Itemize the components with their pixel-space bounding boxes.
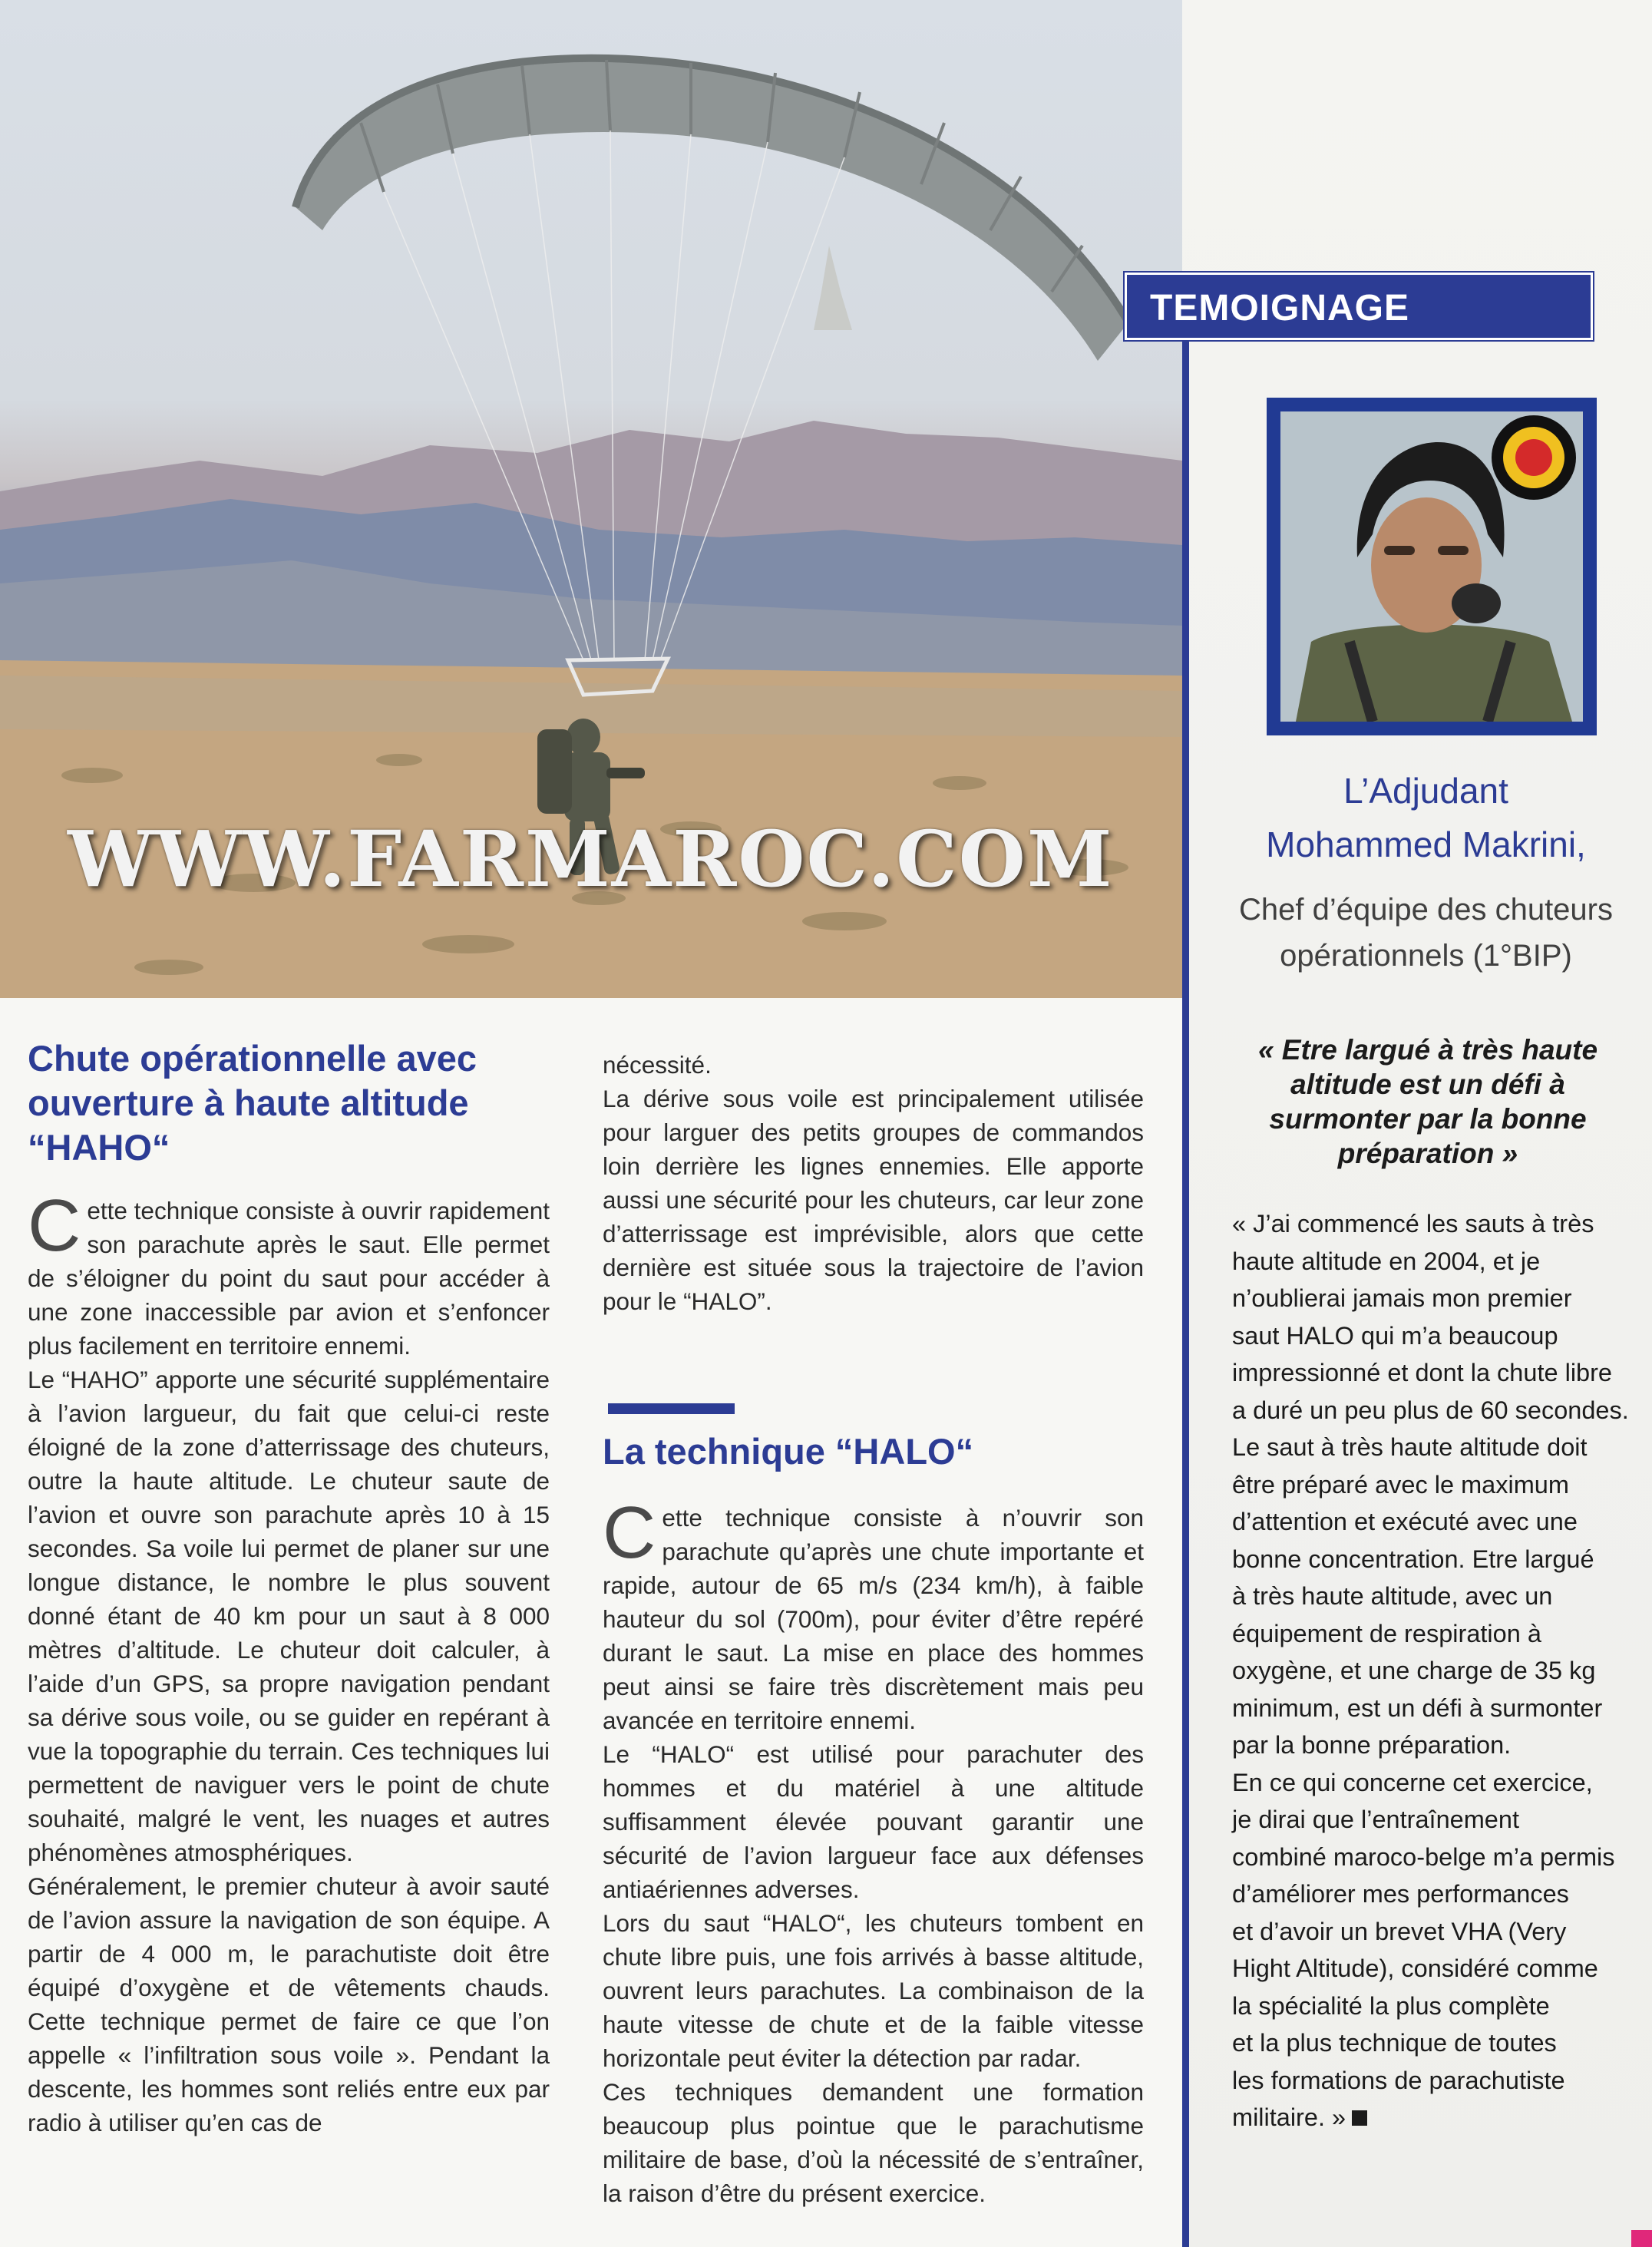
testimony-line-text: militaire. » (1232, 2103, 1346, 2131)
continuation-paragraph: La dérive sous voile est principalement utilisée pour larguer des petits groupes de commandos loin derrière les lignes ennemies. Elle apporte aussi une sécurité pour les chuteurs, car leur zone d’atterrissage est imprévisible, alors que cette dernière est située sous la trajectoire de l’avion pour le “HALO”. (603, 1085, 1144, 1315)
section-b-paragraph (603, 1492, 1144, 1737)
section-b-heading: La technique “HALO“ (603, 1431, 974, 1472)
speaker-fullname: Mohammed Makrini, (1266, 824, 1586, 864)
section-b-paragraph: Ces techniques demandent une formation beaucoup plus pointue que le parachutisme militaire de base, d’où la nécessité de s’entraîner, la raison d’être du présent exercice. (603, 2078, 1144, 2207)
testimony-line: la spécialité la plus complète (1232, 1991, 1550, 2020)
testimony-line: Le saut à très haute altitude doit (1232, 1433, 1588, 1461)
soldier-portrait (1280, 411, 1583, 722)
testimony-line: En ce qui concerne cet exercice, (1232, 1768, 1593, 1796)
testimony-line: « J’ai commencé les sauts à très (1232, 1210, 1594, 1238)
testimony-line: d’attention et exécuté avec une (1232, 1508, 1578, 1535)
testimony-line-last (1232, 2099, 1639, 2136)
testimony-line: à très haute altitude, avec un (1232, 1582, 1553, 1610)
testimony-line: a duré un peu plus de 60 secondes. (1232, 1396, 1629, 1424)
testimony-line: équipement de respiration à (1232, 1619, 1541, 1647)
continuation-line: nécessité. (603, 1051, 712, 1079)
testimony-line: Hight Altitude), considéré comme (1232, 1955, 1598, 1982)
drop-cap: C (28, 1185, 81, 1267)
testimony-line: combiné maroco-belge m’a permis (1232, 1842, 1615, 1871)
section-a-heading-line: ouverture à haute altitude (28, 1082, 469, 1123)
testimony-line: saut HALO qui m’a beaucoup (1232, 1321, 1558, 1350)
testimony-line: bonne concentration. Etre largué (1232, 1545, 1594, 1573)
testimony-body (1232, 1205, 1639, 2136)
section-b-accent-bar (608, 1403, 735, 1414)
section-b-paragraph-text: ette technique consiste à n’ouvrir son parachute qu’après une chute importante et rapide, autour de 65 m/s (234 km/h), à faible hauteur du sol (700m), pour éviter d’être repéré durant le saut. La mise en place des hommes peut ainsi se faire très discrètement mais peu avancée en territoire ennemi. (603, 1504, 1144, 1734)
pull-quote: « Etre largué à très haute altitude est un défi à surmonter par la bonne préparation » (1257, 1034, 1598, 1169)
testimony-line: haute altitude en 2004, et je (1232, 1247, 1541, 1275)
watermark-text: WWW.FARMAROC.COM (68, 814, 1114, 904)
testimony-line: par la bonne préparation. (1232, 1731, 1512, 1759)
testimony-line: n’oublierai jamais mon premier (1232, 1284, 1572, 1312)
testimony-line: et d’avoir un brevet VHA (Very (1232, 1917, 1567, 1945)
section-a-paragraph-text: ette technique consiste à ouvrir rapidement son parachute après le saut. Elle permet de s’éloigner du point du saut pour accéder à une zone inaccessible par avion et s’enfoncer plus facilement en territoire ennemi. (28, 1197, 550, 1360)
hero-photo (0, 0, 1182, 998)
testimony-line: je dirai que l’entraînement (1232, 1806, 1519, 1833)
testimony-line: minimum, est un défi à surmonter (1232, 1694, 1603, 1722)
drop-cap: C (603, 1492, 656, 1574)
testimony-line: d’améliorer mes performances (1232, 1880, 1569, 1908)
speaker-role-line-1: Chef d’équipe des chuteurs (1239, 893, 1613, 927)
section-b-paragraph: Le “HALO“ est utilisé pour parachuter des hommes et du matériel à une altitude suffisamment élevée pouvant garantir une sécurité de l’avion largueur face aux défenses antiaériennes adverses. (603, 1740, 1144, 1903)
end-mark-icon (1352, 2110, 1367, 2126)
speaker-role-line-2: opérationnels (1°BIP) (1280, 939, 1572, 973)
section-a-continuation (603, 1048, 1144, 1318)
section-a-heading-line: “HAHO“ (28, 1127, 170, 1168)
testimony-line: oxygène, et une charge de 35 kg (1232, 1657, 1596, 1684)
testimony-tab: TEMOIGNAGE (1125, 273, 1593, 340)
testimony-line: et la plus technique de toutes (1232, 2029, 1557, 2057)
page-marker (1631, 2230, 1652, 2247)
testimony-line: impressionné et dont la chute libre (1232, 1359, 1613, 1386)
section-a-paragraph: Le “HAHO” apporte une sécurité supplémentaire à l’avion largueur, du fait que celui-ci reste éloigné de la zone d’atterrissage des chuteurs, outre la haute altitude. Le chuteur saute de l’avion et ouvre son parachute après 10 à 15 secondes. Sa voile lui permet de planer sur une longue distance, le nombre le plus souvent donné étant de 40 km pour un saut à 8 000 mètres d’altitude. Le chuteur doit calculer, à l’aide d’un GPS, sa propre navigation pendant sa dérive sous voile, ou se guider en repérant à vue la topographie du terrain. Ces techniques lui permettent de naviguer vers le point de chute souhaité, malgré le vent, les nuages et autres phénomènes atmosphériques. (28, 1366, 550, 1866)
testimony-line: les formations de parachutiste (1232, 2066, 1565, 2094)
section-a-body (28, 1185, 550, 2140)
section-a-heading (28, 1036, 550, 1170)
section-a-paragraph: Généralement, le premier chuteur à avoir sauté de l’avion assure la navigation de son équipe. A partir de 4 000 m, le parachutiste doit être équipé d’oxygène et de vêtements chauds. Cette technique permet de faire ce que l’on appelle « l’infiltration sous voile ». Pendant la descente, les hommes sont reliés entre eux par radio à utiliser qu’en cas de (28, 1872, 550, 2136)
speaker-name (1205, 764, 1647, 871)
section-a-paragraph (28, 1185, 550, 1363)
portrait-photo (1280, 411, 1583, 722)
sidebar-rule (1182, 340, 1189, 2247)
section-b-paragraph: Lors du saut “HALO“, les chuteurs tombent en chute libre puis, une fois arrivés à basse altitude, ouvrent leurs parachutes. La combinaison de la haute vitesse de chute et de la faible vitesse horizontale peut éviter la détection par radar. (603, 1909, 1144, 2072)
section-a-heading-line: Chute opérationnelle avec (28, 1038, 477, 1079)
section-b-body (603, 1492, 1144, 2210)
portrait-frame (1267, 398, 1597, 735)
testimony-line: être préparé avec le maximum (1232, 1470, 1569, 1499)
speaker-role (1205, 887, 1647, 979)
speaker-rank: L’Adjudant (1343, 771, 1508, 811)
